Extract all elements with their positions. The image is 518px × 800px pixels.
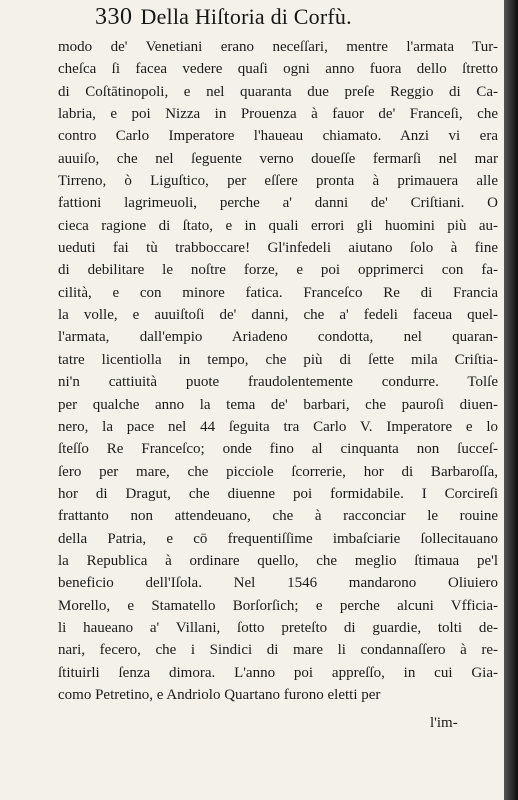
text-line: la Republica à ordinare quello, che meglio ſtimaua pe'l	[58, 552, 498, 569]
running-title: Della Hiſtoria di Corfù.	[140, 4, 352, 29]
text-line: li haueano a' Villani, ſotto preteſto di guardie, tolti de-	[58, 619, 498, 636]
catchword: l'im-	[430, 715, 458, 731]
text-line: ſtituirli ſenza dimora. L'anno poi appreſſo, in cui Gia-	[58, 664, 498, 681]
text-line: Morello, e Stamatello Borſorſich; e perche alcuni Vfficia-	[58, 597, 498, 614]
text-line: ueduti fai tù trabboccare! Gl'infedeli aiutano ſolo à fine	[58, 240, 498, 257]
text-line: cieca ragione di ſtato, e in quali errori gli huomini più au-	[58, 217, 498, 234]
text-line: nero, la pace nel 44 ſeguita tra Carlo V. Imperatore e lo	[58, 418, 498, 435]
page-edge-shadow	[504, 0, 518, 800]
page-header	[95, 4, 352, 34]
text-line: ni'n cattiuità puote fraudolentemente condurre. Tolſe	[58, 374, 498, 391]
text-line: hor di Dragut, che diuenne poi formidabile. I Corcireſi	[58, 485, 498, 502]
text-line: della Patria, e cō frequentiſſime imbaſciarie ſollecitauano	[58, 530, 498, 547]
text-line: labria, e poi Nizza in Prouenza à fauor de' Franceſi, che	[58, 106, 498, 123]
text-line: modo de' Venetiani erano neceſſari, mentre l'armata Tur-	[58, 39, 498, 55]
text-line: cilità, e con minore fatica. Franceſco Re di Francia	[58, 284, 498, 301]
text-line: fattioni lagrimeuoli, perche a' danni de' Criſtiani. O	[58, 195, 498, 212]
text-line: Tirreno, ò Liguſtico, per eſſere pronta à primauera alle	[58, 173, 498, 190]
text-line: frattanto non attendeuano, che à racconciar le rouine	[58, 508, 498, 525]
text-line: como Petretino, e Andriolo Quartano furono eletti per	[58, 686, 381, 703]
text-line: ſteſſo Re Franceſco; onde fino al cinquanta non ſucceſ-	[58, 441, 498, 458]
text-line: l'armata, dall'empio Ariadeno condotta, nel quaran-	[58, 329, 498, 346]
text-line: la volle, e auuiſtoſi de' danni, che a' fedeli faceua quel-	[58, 307, 498, 324]
text-line: beneficio dell'Iſola. Nel 1546 mandarono Oliuiero	[58, 575, 498, 592]
body-text	[58, 36, 498, 706]
text-line: ſero per mare, che picciole ſcorrerie, hor di Barbaroſſa,	[58, 463, 498, 480]
text-line: auuiſo, che nel ſeguente verno doueſſe fermarſi nel mar	[58, 150, 498, 167]
text-line: cheſca ſi facea vedere quaſi ogni anno fuora dello ſtretto	[58, 61, 498, 78]
text-line: di Coſtātinopoli, e nel quaranta due preſe Reggio di Ca-	[58, 83, 498, 100]
page-number: 330	[95, 4, 133, 30]
text-line: nari, fecero, che i Sindici di mare li condannaſſero à re-	[58, 642, 498, 659]
text-line: contro Carlo Imperatore l'haueau chiamato. Anzi vi era	[58, 128, 498, 145]
text-line: tatre licentiolla in tempo, che più di ſette mila Criſtia-	[58, 351, 498, 368]
text-line: di debilitare le noſtre forze, e poi opprimerci con fa-	[58, 262, 498, 279]
text-line: per qualche anno la tema de' barbari, che pauroſi diuen-	[58, 396, 498, 413]
